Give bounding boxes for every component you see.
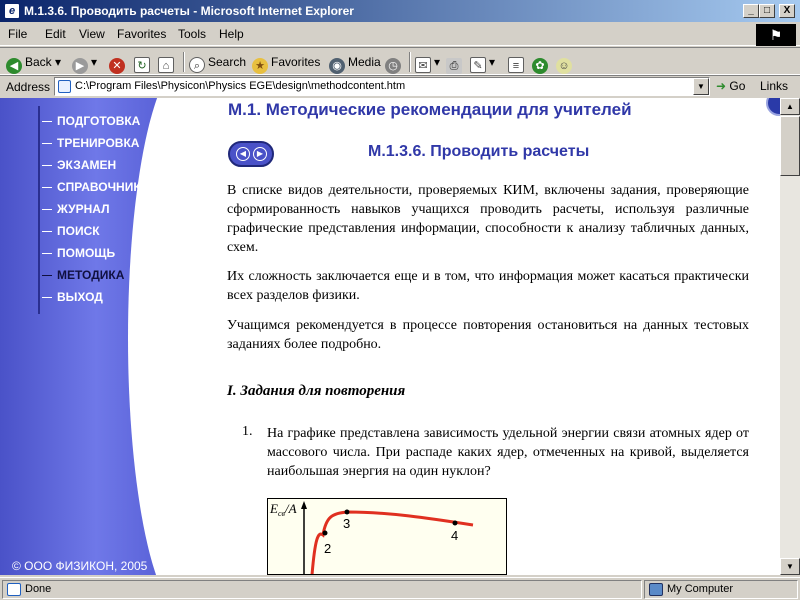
curve-point-3 [345, 510, 350, 515]
messenger-button[interactable] [532, 52, 551, 72]
home-button[interactable] [158, 52, 177, 72]
point-label-4: 4 [451, 528, 459, 543]
nav-vykhod[interactable]: ВЫХОД [42, 288, 152, 306]
energy-curve [312, 512, 473, 575]
paragraph-2: Их сложность заключается еще и в том, что информация может касаться практически всех разделов физики. [227, 269, 749, 303]
stop-button[interactable] [109, 52, 128, 72]
home-icon: ⌂ [158, 57, 174, 73]
media-icon: ◉ [329, 58, 345, 74]
zone-panel [644, 580, 798, 599]
ie-icon: e [4, 3, 20, 19]
point-label-2: 2 [324, 541, 332, 556]
address-input[interactable] [54, 77, 710, 96]
menu-help[interactable]: Help [219, 27, 244, 41]
history-button[interactable] [385, 52, 404, 72]
menu-tools[interactable]: Tools [178, 27, 207, 41]
y-axis-arrow [301, 501, 307, 509]
question-number: 1. [242, 424, 253, 439]
curve-point-2 [323, 531, 328, 536]
refresh-icon: ↻ [134, 57, 150, 73]
media-label: Media [348, 55, 381, 69]
favorites-label: Favorites [271, 55, 321, 69]
browser-content [0, 98, 780, 575]
address-label: Address [6, 80, 51, 94]
discuss-button[interactable] [508, 52, 527, 72]
menu-view[interactable]: View [79, 27, 105, 41]
go-arrow-icon: ➜ [716, 79, 727, 93]
windows-logo-icon: ⚑ [756, 24, 796, 46]
nav-ekzamen[interactable]: ЭКЗАМЕН [42, 156, 152, 174]
back-button[interactable]: ◀ Back ▾ [6, 52, 61, 72]
binding-energy-graph [267, 498, 507, 575]
y-axis-label: $E_{св}/A$ [270, 501, 297, 518]
close-button[interactable]: X [779, 4, 795, 18]
nav-trenirovka[interactable]: ТРЕНИРОВКА [42, 134, 152, 152]
go-label: Go [729, 79, 746, 93]
print-icon: ⎙ [446, 58, 462, 74]
mail-icon: ✉ [415, 57, 431, 73]
sidebar [0, 98, 160, 575]
back-label: Back [25, 55, 52, 69]
refresh-button[interactable] [134, 52, 153, 72]
computer-icon [649, 583, 663, 596]
nav-metodika[interactable]: МЕТОДИКА [42, 266, 152, 284]
sidebar-line [38, 106, 40, 314]
menu-file[interactable]: File [8, 27, 28, 41]
status-bar [0, 577, 800, 600]
prev-page-icon[interactable]: ◀ [236, 147, 250, 161]
address-bar [0, 75, 800, 97]
menu-favorites[interactable]: Favorites [117, 27, 167, 41]
title-bar [0, 0, 800, 22]
stop-icon: ✕ [109, 58, 125, 74]
favorites-button[interactable] [252, 52, 320, 72]
research-icon: ☺ [556, 58, 572, 74]
maximize-button[interactable]: □ [759, 4, 775, 18]
vertical-scrollbar[interactable] [780, 98, 800, 575]
nav-zhurnal[interactable]: ЖУРНАЛ [42, 200, 152, 218]
discuss-icon: ≡ [508, 57, 524, 73]
question-text: На графике представлена зависимость удельной энергии связи атомных ядер от массового числа. При распаде каких ядер, отмеченных на кривой, выделяется наибольшая энергия на один нуклон? [267, 426, 749, 479]
paragraph-1: В списке видов деятельности, проверяемых КИМ, включены задания, проверяющие сформированность навыков учащихся проводить расчеты, используя различные графические представления информации, способности к анализу табличных данных, схем. [227, 183, 749, 255]
nav-spravochnik[interactable]: СПРАВОЧНИК [42, 178, 152, 196]
address-url: C:\Program Files\Physicon\Physics EGE\design\methodcontent.htm [75, 80, 406, 92]
favorites-star-icon: ★ [252, 58, 268, 74]
minimize-button[interactable]: _ [743, 4, 759, 18]
forward-arrow-icon: ▶ [72, 58, 88, 74]
curve-point-4 [453, 521, 458, 526]
graph-svg [268, 499, 507, 575]
print-button[interactable] [446, 52, 465, 72]
nav-pomosch[interactable]: ПОМОЩЬ [42, 244, 152, 262]
scroll-up-button[interactable]: ▲ [780, 98, 800, 115]
point-label-3: 3 [343, 516, 351, 531]
toolbar [0, 47, 800, 75]
search-icon: ⌕ [189, 57, 205, 73]
media-button[interactable] [329, 52, 381, 72]
copyright: © ООО ФИЗИКОН, 2005 [12, 559, 148, 573]
main-content [160, 98, 780, 575]
search-button[interactable] [189, 52, 246, 72]
back-arrow-icon: ◀ [6, 58, 22, 74]
status-text: Done [25, 583, 52, 595]
globe-icon[interactable] [766, 98, 780, 116]
links-button[interactable]: Links [760, 79, 789, 93]
research-button[interactable] [556, 52, 575, 72]
scroll-down-button[interactable]: ▼ [780, 558, 800, 575]
menu-bar [0, 22, 800, 46]
paragraph-3: Учащимся рекомендуется в процессе повторения остановиться на данных тестовых заданиях более подробно. [227, 318, 749, 352]
messenger-icon: ✿ [532, 58, 548, 74]
history-icon: ◷ [385, 58, 401, 74]
toolbar-separator [409, 52, 411, 72]
edit-button[interactable]: ✎ ▾ [470, 52, 495, 72]
status-panel [2, 580, 642, 599]
toolbar-separator [183, 52, 185, 72]
go-button[interactable] [716, 79, 745, 93]
page-icon [58, 80, 71, 93]
section-title: М.1. Методические рекомендации для учителей [228, 100, 632, 119]
nav-podgotovka[interactable]: ПОДГОТОВКА [42, 112, 152, 130]
nav-poisk[interactable]: ПОИСК [42, 222, 152, 240]
zone-text: My Computer [667, 583, 734, 595]
section-heading: I. Задания для повторения [227, 383, 406, 399]
scroll-thumb[interactable] [780, 116, 800, 176]
address-dropdown-button[interactable]: ▼ [693, 78, 709, 95]
next-page-icon[interactable]: ▶ [253, 147, 267, 161]
done-page-icon [7, 583, 21, 596]
mail-button[interactable]: ✉ ▾ [415, 52, 440, 72]
edit-icon: ✎ [470, 57, 486, 73]
menu-edit[interactable]: Edit [45, 27, 66, 41]
forward-button[interactable]: ▶ ▾ [72, 52, 97, 72]
search-label: Search [208, 55, 247, 69]
subtitle: М.1.3.6. Проводить расчеты [368, 143, 590, 160]
window-title: М.1.3.6. Проводить расчеты - Microsoft Internet Explorer [24, 4, 354, 18]
page-nav-arrows [228, 141, 274, 167]
